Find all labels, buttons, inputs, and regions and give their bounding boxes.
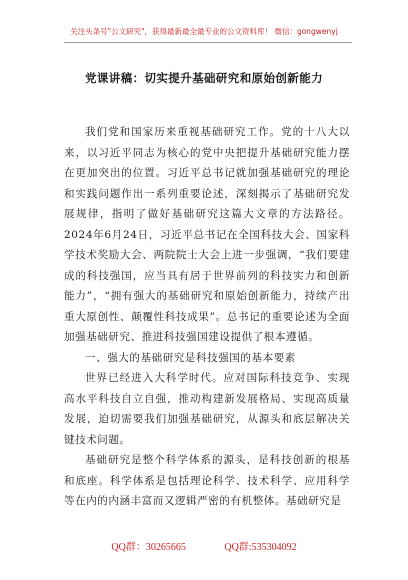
document-title: 党课讲稿：切实提升基础研究和原始创新能力	[85, 71, 323, 85]
paragraph-intro: 我们党和国家历来重视基础研究工作。党的十八大以来，以习近平同志为核心的党中央把提升基础研究能力摆在更加突出的位置。习近平总书记就加强基础研究的理论和实践问题作出一系列重要论述，深刻揭示了基础研究发展规律，指明了做好基础研究这篇大文章的方法路径。2024年6月24日，习近平总书记在全国科技大会、国家科学技术奖励大会、两院院士大会上进一步强调，“我们要建成的科技强国，应当具有居于世界前列的科技实力和创新能力”，“拥有强大的基础研究和原始创新能力，持续产出重大原创性、颠覆性科技成果”。总书记的重要论述为全面加强基础研究、推进科技强国建设提供了根本遵循。	[64, 126, 350, 343]
section-paragraph: 世界已经进入大科学时代。应对国际科技竞争、实现高水平科技自立自强，推动构建新发展格局、实现高质量发展，迫切需要我们加强基础研究，从源头和底层解决关键技术问题。	[64, 372, 350, 446]
document-body	[64, 122, 350, 512]
footer-contact	[0, 538, 408, 553]
footer-qq-group-1: QQ群：30265665	[111, 542, 186, 553]
footer-qq-group-2: QQ群:535304092	[224, 542, 297, 553]
section-heading: 一、强大的基础研究是科技强国的基本要素	[85, 351, 296, 364]
header-notice: 关注头条号"公文研究"，获得最新最全最专业的公文资料库！ 微信：gongwenyj	[70, 27, 338, 36]
header-divider	[64, 42, 352, 43]
section-paragraph: 基础研究是整个科学体系的源头，是科技创新的根基和底座。科学体系是包括理论科学、技术科学、应用科学等在内的内涵丰富而又逻辑严密的有机整体。基础研究是	[64, 454, 350, 507]
